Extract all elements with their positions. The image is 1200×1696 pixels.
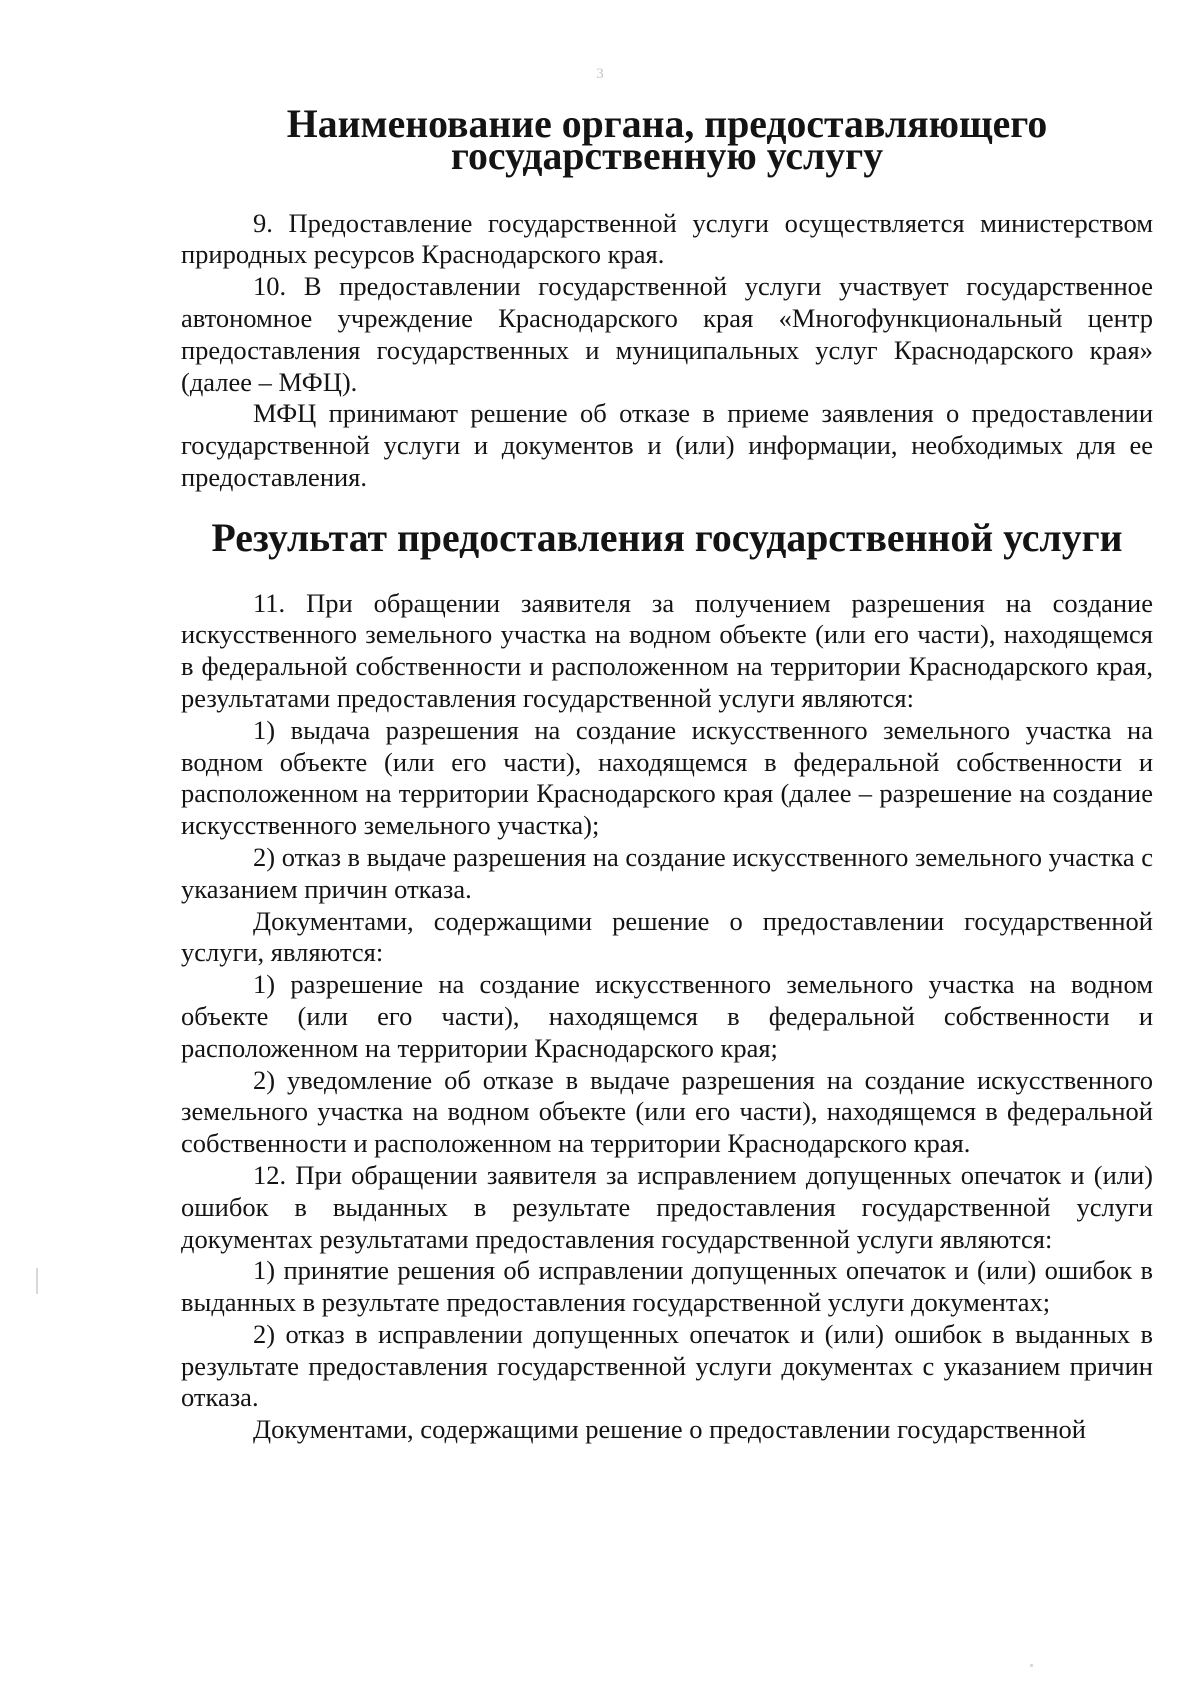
paragraph-decision-documents: Документами, содержащими решение о предоставлении государственной услуги, являются: [181,905,1153,968]
paragraph-11: 11. При обращении заявителя за получением разрешения на создание искусственного земельного участка на водном объекте (или его части), находящемся в федеральной собственности и расположенном на территории Краснодарского края, результатами предоставления государственной услуги являются: [181,587,1153,713]
scan-artifact [36,1268,38,1294]
paragraph-12: 12. При обращении заявителя за исправлением допущенных опечаток и (или) ошибок в выданных в результате предоставления государственной услуги документах результатами предоставления государственной услуги являются: [181,1159,1153,1254]
paragraph-9: 9. Предоставление государственной услуги осуществляется министерством природных ресурсов Краснодарского края. [181,207,1153,270]
paragraph-mfc-refusal: МФЦ принимают решение об отказе в приеме заявления о предоставлении государственной услуги и документов и (или) информации, необходимых для ее предоставления. [181,398,1153,492]
document-body [181,102,1153,1446]
list-item: 1) выдача разрешения на создание искусственного земельного участка на водном объекте (или его части), находящемся в федеральной собственности и расположенном на территории Краснодарского края (далее – разрешение на создание искусственного земельного участка); [181,714,1153,841]
heading-line: Наименование органа, предоставляющего [286,102,1048,146]
list-item: 1) разрешение на создание искусственного земельного участка на водном объекте (или его части), находящемся в федеральной собственности и расположенном на территории Краснодарского края; [181,969,1153,1063]
section-heading-result: Результат предоставления государственной услуги [211,515,1123,560]
page-number: 3 [596,66,604,82]
list-item: 2) уведомление об отказе в выдаче разрешения на создание искусственного земельного участка на водном объекте (или его части), находящемся в федеральной собственности и расположенном на территории Краснодарского края. [181,1064,1153,1159]
paragraph-decision-documents-continued: Документами, содержащими решение о предоставлении государственной [253,1414,1086,1445]
list-item: 2) отказ в выдаче разрешения на создание искусственного земельного участка с указанием причин отказа. [181,841,1153,904]
list-item: 2) отказ в исправлении допущенных опечаток и (или) ошибок в выданных в результате предоставления государственной услуги документах с указанием причин отказа. [181,1318,1153,1413]
list-item: 1) принятие решения об исправлении допущенных опечаток и (или) ошибок в выданных в результате предоставления государственной услуги документах; [181,1255,1153,1318]
scan-artifact [1030,1664,1033,1667]
paragraph-10: 10. В предоставлении государственной услуги участвует государственное автономное учреждение Краснодарского края «Многофункциональный центр предоставления государственных и муниципальных услуг Краснодарского края» (далее – МФЦ). [181,271,1153,397]
section-heading-authority [181,102,1153,178]
heading-line: государственную услугу [450,133,884,178]
